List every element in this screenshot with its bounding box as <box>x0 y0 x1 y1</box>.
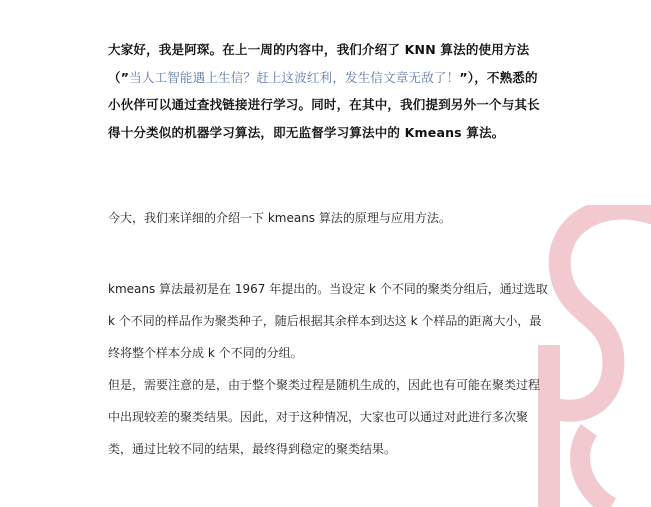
intro-text-start: 大家好，我是阿琛。在上一周的内容中，我们介绍了 KNN 算法的使用方法（” <box>108 42 530 85</box>
kmeans-caveat-paragraph: 但是，需要注意的是，由于整个聚类过程是随机生成的，因此也有可能在聚类过程中出现较差的聚类结果。因此，对于这种情况，大家也可以通过对此进行多次聚类，通过比较不同的结果，最终得到稳定的聚类结果。 <box>108 378 541 456</box>
article-body <box>108 36 548 456</box>
article-link[interactable]: 当人工智能遇上生信？赶上这波红利，发生信文章无敌了！ <box>129 69 460 85</box>
today-paragraph: 今大，我们来详细的介绍一下 kmeans 算法的原理与应用方法。 <box>108 211 451 225</box>
intro-text-end: ”），不熟悉的小伙伴可以通过查找链接进行学习。同时，在其中，我们提到另外一个与其长得十分类似的机器学习算法，即无监督学习算法中的 Kmeans 算法。 <box>108 69 540 140</box>
decorative-watermark-logo <box>531 205 651 507</box>
kmeans-paragraphs <box>108 273 548 465</box>
kmeans-history-paragraph: kmeans 算法最初是在 1967 年提出的。当设定 k 个不同的聚类分组后，通过选取 k 个不同的样品作为聚类种子，随后根据其余样本到达这 k 个样品的距离大小，最终将整个样本分成 k 个不同的分组。 <box>108 282 548 360</box>
intro-paragraph <box>108 36 548 146</box>
